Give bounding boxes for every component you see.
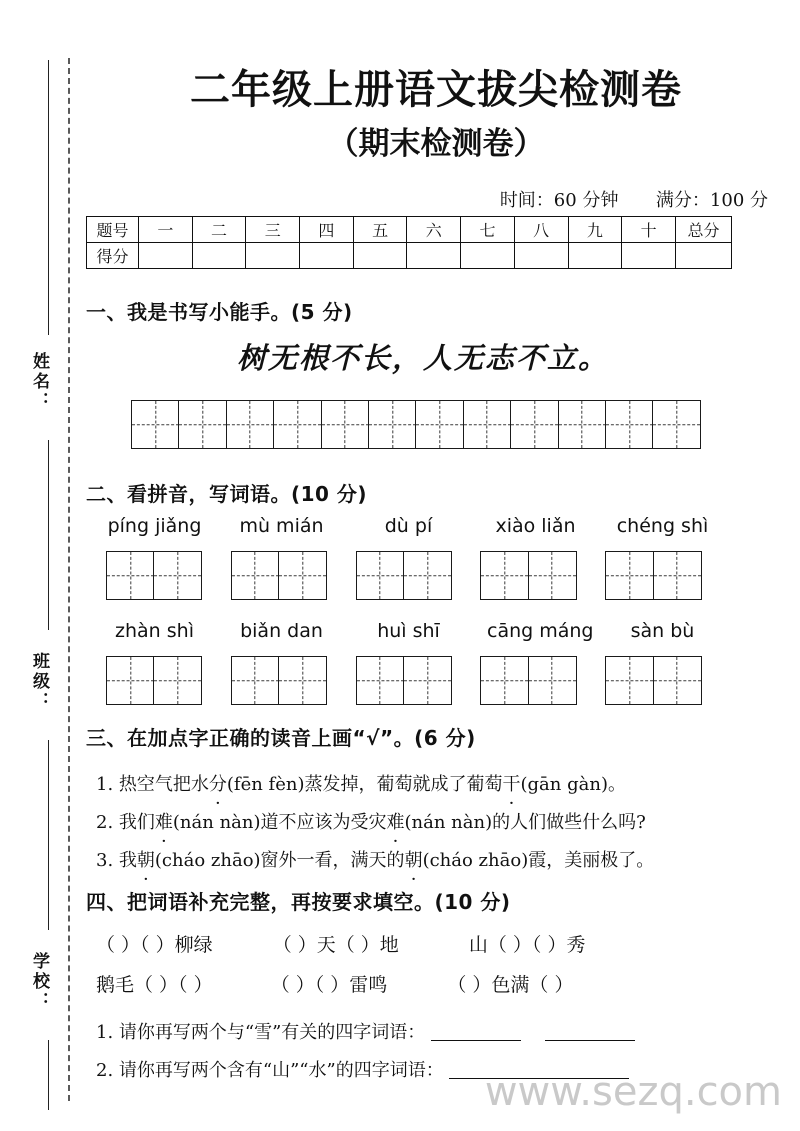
answer-grid-pair[interactable] [480,551,575,600]
answer-grid-pair[interactable] [356,551,451,600]
answer-grid-pair[interactable] [480,656,575,705]
score-cell-7[interactable] [461,243,515,269]
score-cell-1[interactable] [139,243,193,269]
writing-cell[interactable] [278,656,327,705]
cut-dashed-line [68,58,70,1101]
score-col-total: 总分 [676,217,732,243]
word-fill-item[interactable]: （ ）（ ）柳绿 [96,934,213,956]
writing-cell[interactable] [231,656,280,705]
writing-cell[interactable] [321,400,370,449]
section-3-heading: 三、在加点字正确的读音上画“√”。(6 分) [86,726,476,750]
pinyin-label: zhàn shì [115,620,194,642]
writing-cell[interactable] [178,400,227,449]
writing-cell[interactable] [273,400,322,449]
score-cell-8[interactable] [514,243,568,269]
pinyin-label: mù mián [239,515,324,537]
page-title: 二年级上册语文拔尖检测卷 [190,67,682,113]
writing-cell[interactable] [153,551,202,600]
score-col-5: 五 [353,217,407,243]
margin-label-name: 姓名： [30,352,49,412]
writing-cell[interactable] [605,400,654,449]
writing-cell[interactable] [356,656,405,705]
section-4-subquestion-2-text: 2. 请你再写两个含有“山”“水”的四字词语： [96,1060,444,1081]
answer-grid-pair[interactable] [106,656,201,705]
score-col-2: 二 [192,217,246,243]
writing-cell[interactable] [278,551,327,600]
writing-cell[interactable] [368,400,417,449]
word-fill-item[interactable]: 鹅毛（ ）（ ） [96,974,213,996]
writing-cell[interactable] [652,400,701,449]
section-3-question-1: 1. 热空气把水分(fēn fèn)蒸发掉，葡萄就成了葡萄干(gān gàn)。 [96,774,626,795]
writing-cell[interactable] [226,400,275,449]
margin-rule-mid-lower [48,740,49,930]
score-cell-4[interactable] [300,243,354,269]
writing-cell[interactable] [510,400,559,449]
score-col-10: 十 [622,217,676,243]
writing-cell[interactable] [403,551,452,600]
writing-cell[interactable] [480,551,529,600]
answer-grid-pair[interactable] [605,656,700,705]
pinyin-label: sàn bù [630,620,695,642]
answer-grid-pair[interactable] [231,656,326,705]
section-3-question-3: 3. 我朝(cháo zhāo)窗外一看，满天的朝(cháo zhāo)霞，美丽极了。 [96,850,655,871]
score-cell-10[interactable] [622,243,676,269]
answer-blank[interactable] [431,1021,521,1041]
writing-cell[interactable] [153,656,202,705]
writing-cell[interactable] [653,656,702,705]
writing-cell[interactable] [653,551,702,600]
exam-meta [500,186,768,212]
writing-cell[interactable] [558,400,607,449]
pinyin-label: chéng shì [616,515,709,537]
section-1-sentence: 树无根不长，人无志不立。 [236,341,609,375]
score-col-1: 一 [139,217,193,243]
score-cell-6[interactable] [407,243,461,269]
section-4-heading: 四、把词语补充完整，再按要求填空。(10 分) [86,890,511,914]
section-4-subquestion-1-text: 1. 请你再写两个与“雪”有关的四字词语： [96,1022,426,1043]
score-table [86,216,732,269]
score-table-row-label: 题号 [87,217,139,243]
pinyin-label: píng jiǎng [107,515,202,537]
section-2-pinyin-row-2 [106,620,711,642]
writing-cell[interactable] [528,551,577,600]
section-4-word-row-1 [96,930,770,957]
writing-cell[interactable] [463,400,512,449]
dotted-char: 朝 [404,850,423,871]
dotted-char: 朝 [136,850,155,871]
margin-label-class: 班级： [30,652,49,712]
score-cell-5[interactable] [353,243,407,269]
score-cell-2[interactable] [192,243,246,269]
score-col-3: 三 [246,217,300,243]
score-col-9: 九 [568,217,622,243]
writing-cell[interactable] [106,551,155,600]
writing-cell[interactable] [528,656,577,705]
answer-grid-pair[interactable] [106,551,201,600]
table-row [87,243,732,269]
word-fill-item[interactable]: 山（ ）（ ）秀 [468,934,586,956]
dotted-char: 分 [208,774,227,795]
answer-grid-pair[interactable] [605,551,700,600]
section-1-heading: 一、我是书写小能手。(5 分) [86,300,353,324]
score-cell-total[interactable] [676,243,732,269]
section-1-writing-grid[interactable] [131,400,700,449]
section-2-pinyin-row-1 [106,515,711,537]
writing-cell[interactable] [415,400,464,449]
dotted-char: 干 [502,774,521,795]
score-cell-9[interactable] [568,243,622,269]
section-3-question-2: 2. 我们难(nán nàn)道不应该为受灾难(nán nàn)的人们做些什么吗? [96,812,646,833]
pinyin-label: cāng máng [487,620,594,642]
section-4-word-row-2 [96,970,770,997]
score-col-6: 六 [407,217,461,243]
writing-cell[interactable] [403,656,452,705]
answer-grid-pair[interactable] [231,551,326,600]
score-col-4: 四 [300,217,354,243]
word-fill-item[interactable]: （ ）天（ ）地 [272,934,399,956]
section-2-answer-grid-row-2[interactable] [106,656,700,705]
word-fill-item[interactable]: （ ）色满（ ） [447,974,574,996]
writing-cell[interactable] [605,656,654,705]
pinyin-label: biǎn dan [240,620,323,642]
dotted-char: 难 [386,812,405,833]
writing-cell[interactable] [231,551,280,600]
writing-cell[interactable] [356,551,405,600]
score-cell-3[interactable] [246,243,300,269]
margin-rule-top [48,60,49,335]
site-watermark: www.sezq.com [484,1069,782,1115]
page-subtitle: （期末检测卷） [327,126,545,162]
margin-rule-bottom [48,1040,49,1110]
section-2-heading: 二、看拼音，写词语。(10 分) [86,482,368,506]
table-row [87,217,732,243]
writing-cell[interactable] [106,656,155,705]
writing-cell[interactable] [131,400,180,449]
score-col-8: 八 [514,217,568,243]
pinyin-label: xiào liǎn [495,515,576,537]
answer-blank[interactable] [545,1021,635,1041]
score-table-row-label-score: 得分 [87,243,139,269]
section-4-subquestion-1 [96,1018,635,1044]
margin-rule-mid-upper [48,440,49,630]
writing-cell[interactable] [480,656,529,705]
total-score-label: 满分：100 分 [655,190,768,211]
writing-cell[interactable] [605,551,654,600]
pinyin-label: dù pí [384,515,433,537]
time-label: 时间：60 分钟 [499,190,619,211]
score-col-7: 七 [461,217,515,243]
section-2-answer-grid-row-1[interactable] [106,551,700,600]
pinyin-label: huì shī [377,620,440,642]
margin-label-school: 学校： [30,952,49,1012]
word-fill-item[interactable]: （ ）（ ）雷鸣 [270,974,388,996]
dotted-char: 难 [154,812,173,833]
answer-grid-pair[interactable] [356,656,451,705]
